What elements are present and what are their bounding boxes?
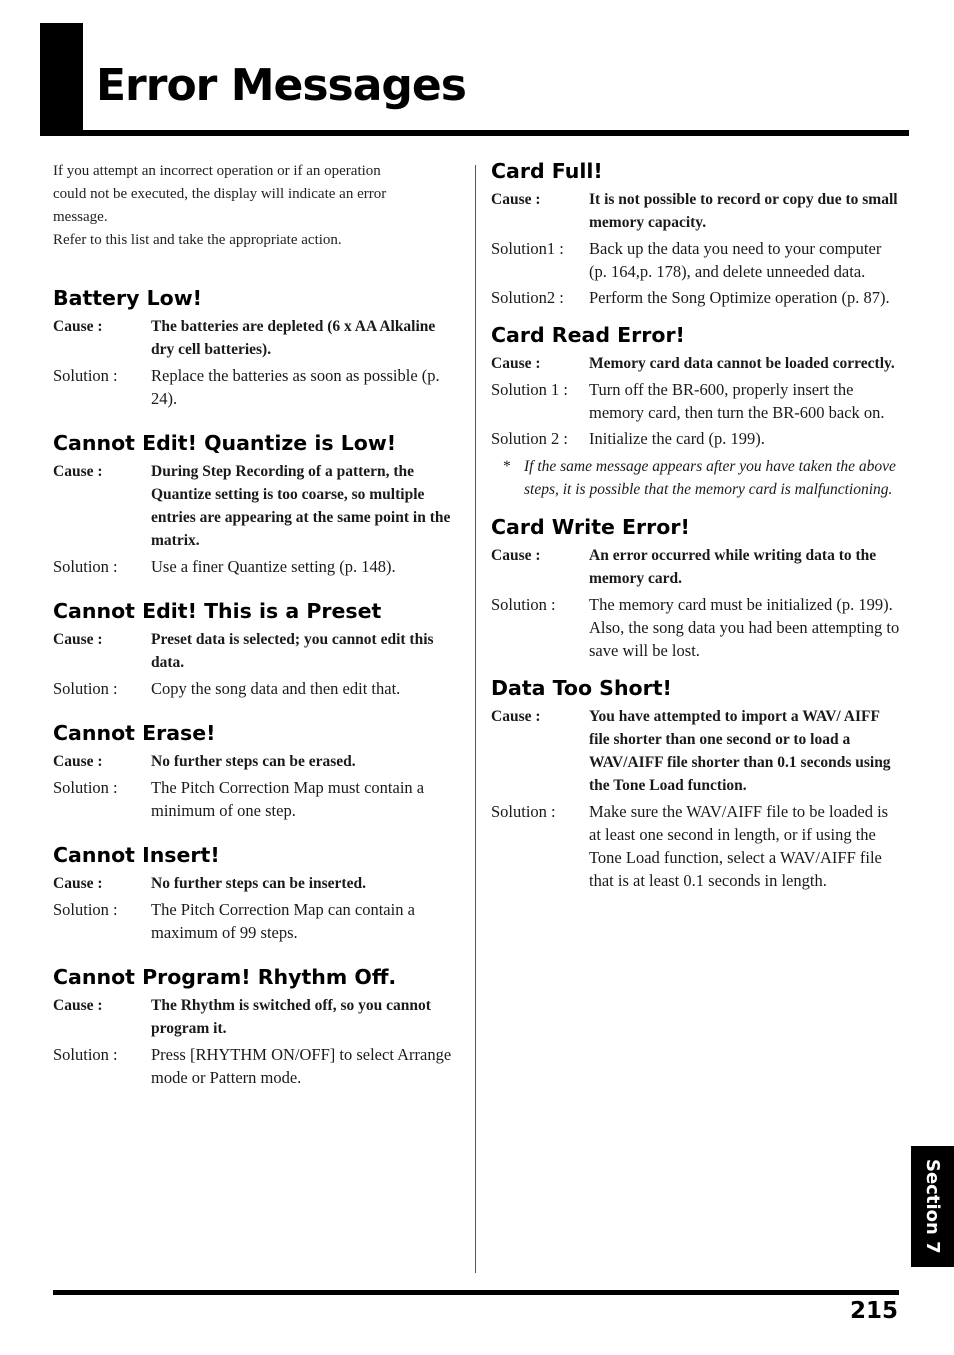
error-heading: Cannot Edit! This is a Preset bbox=[53, 599, 382, 623]
error-heading: Card Write Error! bbox=[491, 515, 690, 539]
solution-row bbox=[53, 1043, 458, 1089]
cause-row bbox=[53, 315, 458, 361]
solution-label: Solution : bbox=[491, 802, 556, 821]
cause-label: Cause : bbox=[491, 191, 541, 208]
cause-label: Cause : bbox=[53, 753, 103, 770]
error-entry-cannot-edit-preset bbox=[53, 598, 458, 700]
cause-row bbox=[53, 460, 458, 552]
solution-text: Back up the data you need to your computer (p. 164,p. 178), and delete unneeded data. bbox=[589, 239, 882, 281]
solution-row bbox=[491, 378, 903, 424]
solution-text: Use a finer Quantize setting (p. 148). bbox=[151, 557, 396, 576]
note-asterisk: * bbox=[503, 458, 511, 475]
solution-label: Solution2 : bbox=[491, 288, 564, 307]
solution-text: Replace the batteries as soon as possible (p. 24). bbox=[151, 366, 440, 408]
error-entry-cannot-insert bbox=[53, 842, 458, 944]
intro-line: could not be executed, the display will indicate an error bbox=[53, 186, 387, 202]
intro-text bbox=[53, 160, 458, 252]
cause-text: It is not possible to record or copy due to small memory capacity. bbox=[589, 191, 898, 231]
note-text: If the same message appears after you have taken the above steps, it is possible that the memory card is malfunctioning. bbox=[524, 458, 896, 498]
title-accent-bar bbox=[40, 23, 83, 135]
error-heading: Cannot Program! Rhythm Off. bbox=[53, 965, 397, 989]
solution-text: Perform the Song Optimize operation (p. 87). bbox=[589, 288, 890, 307]
intro-line: If you attempt an incorrect operation or if an operation bbox=[53, 163, 381, 179]
solution-row bbox=[491, 286, 903, 309]
page-number: 215 bbox=[849, 1298, 898, 1324]
cause-text: The Rhythm is switched off, so you cannot program it. bbox=[151, 997, 431, 1037]
error-entry-data-too-short bbox=[491, 675, 903, 892]
solution-row bbox=[53, 555, 458, 578]
solution-text: Turn off the BR-600, properly insert the memory card, then turn the BR-600 back on. bbox=[589, 380, 885, 422]
solution-row bbox=[491, 593, 903, 662]
cause-row bbox=[491, 705, 903, 797]
column-divider bbox=[475, 165, 476, 1273]
solution-label: Solution : bbox=[53, 1045, 118, 1064]
cause-label: Cause : bbox=[491, 355, 541, 372]
error-entry-card-write-error bbox=[491, 514, 903, 662]
solution-row bbox=[53, 364, 458, 410]
cause-text: The batteries are depleted (6 x AA Alkaline dry cell batteries). bbox=[151, 318, 436, 358]
solution-label: Solution1 : bbox=[491, 239, 564, 258]
title-rule bbox=[40, 130, 909, 136]
solution-label: Solution 2 : bbox=[491, 429, 569, 448]
solution-row bbox=[53, 677, 458, 700]
solution-row bbox=[491, 427, 903, 450]
cause-text: An error occurred while writing data to the memory card. bbox=[589, 547, 877, 587]
intro-line: Refer to this list and take the appropriate action. bbox=[53, 232, 342, 248]
error-heading: Card Full! bbox=[491, 159, 603, 183]
solution-label: Solution : bbox=[53, 900, 118, 919]
cause-text: No further steps can be inserted. bbox=[151, 875, 366, 892]
page-title: Error Messages bbox=[96, 60, 466, 111]
cause-label: Cause : bbox=[53, 463, 103, 480]
error-entry-card-read-error bbox=[491, 322, 903, 501]
error-heading: Battery Low! bbox=[53, 286, 203, 310]
solution-label: Solution 1 : bbox=[491, 380, 569, 399]
error-entry-cannot-edit-quantize bbox=[53, 430, 458, 578]
cause-row bbox=[53, 872, 458, 895]
footer-rule bbox=[53, 1290, 899, 1295]
cause-row bbox=[53, 750, 458, 773]
cause-label: Cause : bbox=[53, 997, 103, 1014]
section-tab bbox=[911, 1146, 954, 1267]
cause-row bbox=[491, 352, 903, 375]
solution-label: Solution : bbox=[53, 679, 118, 698]
cause-text: Preset data is selected; you cannot edit this data. bbox=[151, 631, 434, 671]
solution-row bbox=[53, 776, 458, 822]
solution-row bbox=[53, 898, 458, 944]
cause-label: Cause : bbox=[491, 547, 541, 564]
cause-label: Cause : bbox=[53, 631, 103, 648]
error-heading: Cannot Erase! bbox=[53, 721, 216, 745]
cause-row bbox=[491, 188, 903, 234]
cause-row bbox=[53, 994, 458, 1040]
error-heading: Data Too Short! bbox=[491, 676, 672, 700]
solution-row bbox=[491, 800, 903, 892]
cause-label: Cause : bbox=[53, 875, 103, 892]
cause-label: Cause : bbox=[491, 708, 541, 725]
cause-text: No further steps can be erased. bbox=[151, 753, 356, 770]
solution-text: The Pitch Correction Map must contain a minimum of one step. bbox=[151, 778, 425, 820]
solution-text: The memory card must be initialized (p. 199). Also, the song data you had been attempting to save will be lost. bbox=[589, 595, 900, 660]
solution-text: Make sure the WAV/AIFF file to be loaded is at least one second in length, or if using the Tone Load function, select a WAV/AIFF file that is at least 0.1 seconds in length. bbox=[589, 802, 889, 890]
error-heading: Card Read Error! bbox=[491, 323, 685, 347]
cause-text: Memory card data cannot be loaded correctly. bbox=[589, 355, 895, 372]
error-entry-cannot-erase bbox=[53, 720, 458, 822]
section-tab-label: Section 7 bbox=[922, 1159, 943, 1254]
solution-text: Copy the song data and then edit that. bbox=[151, 679, 401, 698]
cause-row bbox=[491, 544, 903, 590]
left-column bbox=[53, 160, 458, 1089]
cause-label: Cause : bbox=[53, 318, 103, 335]
intro-line: message. bbox=[53, 209, 108, 225]
solution-row bbox=[491, 237, 903, 283]
error-entry-cannot-program bbox=[53, 964, 458, 1089]
cause-text: You have attempted to import a WAV/ AIFF file shorter than one second or to load a WAV/AIFF file shorter than 0.1 seconds using the Tone Load function. bbox=[589, 708, 891, 794]
right-column bbox=[491, 158, 903, 892]
error-entry-card-full bbox=[491, 158, 903, 309]
solution-label: Solution : bbox=[53, 557, 118, 576]
solution-text: Press [RHYTHM ON/OFF] to select Arrange mode or Pattern mode. bbox=[151, 1045, 452, 1087]
error-heading: Cannot Insert! bbox=[53, 843, 220, 867]
solution-label: Solution : bbox=[53, 778, 118, 797]
error-entry-battery-low bbox=[53, 285, 458, 410]
cause-text: During Step Recording of a pattern, the Quantize setting is too coarse, so multiple entries are appearing at the same point in the matrix. bbox=[151, 463, 451, 549]
error-heading: Cannot Edit! Quantize is Low! bbox=[53, 431, 397, 455]
solution-label: Solution : bbox=[53, 366, 118, 385]
solution-text: Initialize the card (p. 199). bbox=[589, 429, 765, 448]
note bbox=[491, 455, 903, 501]
cause-row bbox=[53, 628, 458, 674]
solution-text: The Pitch Correction Map can contain a maximum of 99 steps. bbox=[151, 900, 415, 942]
solution-label: Solution : bbox=[491, 595, 556, 614]
